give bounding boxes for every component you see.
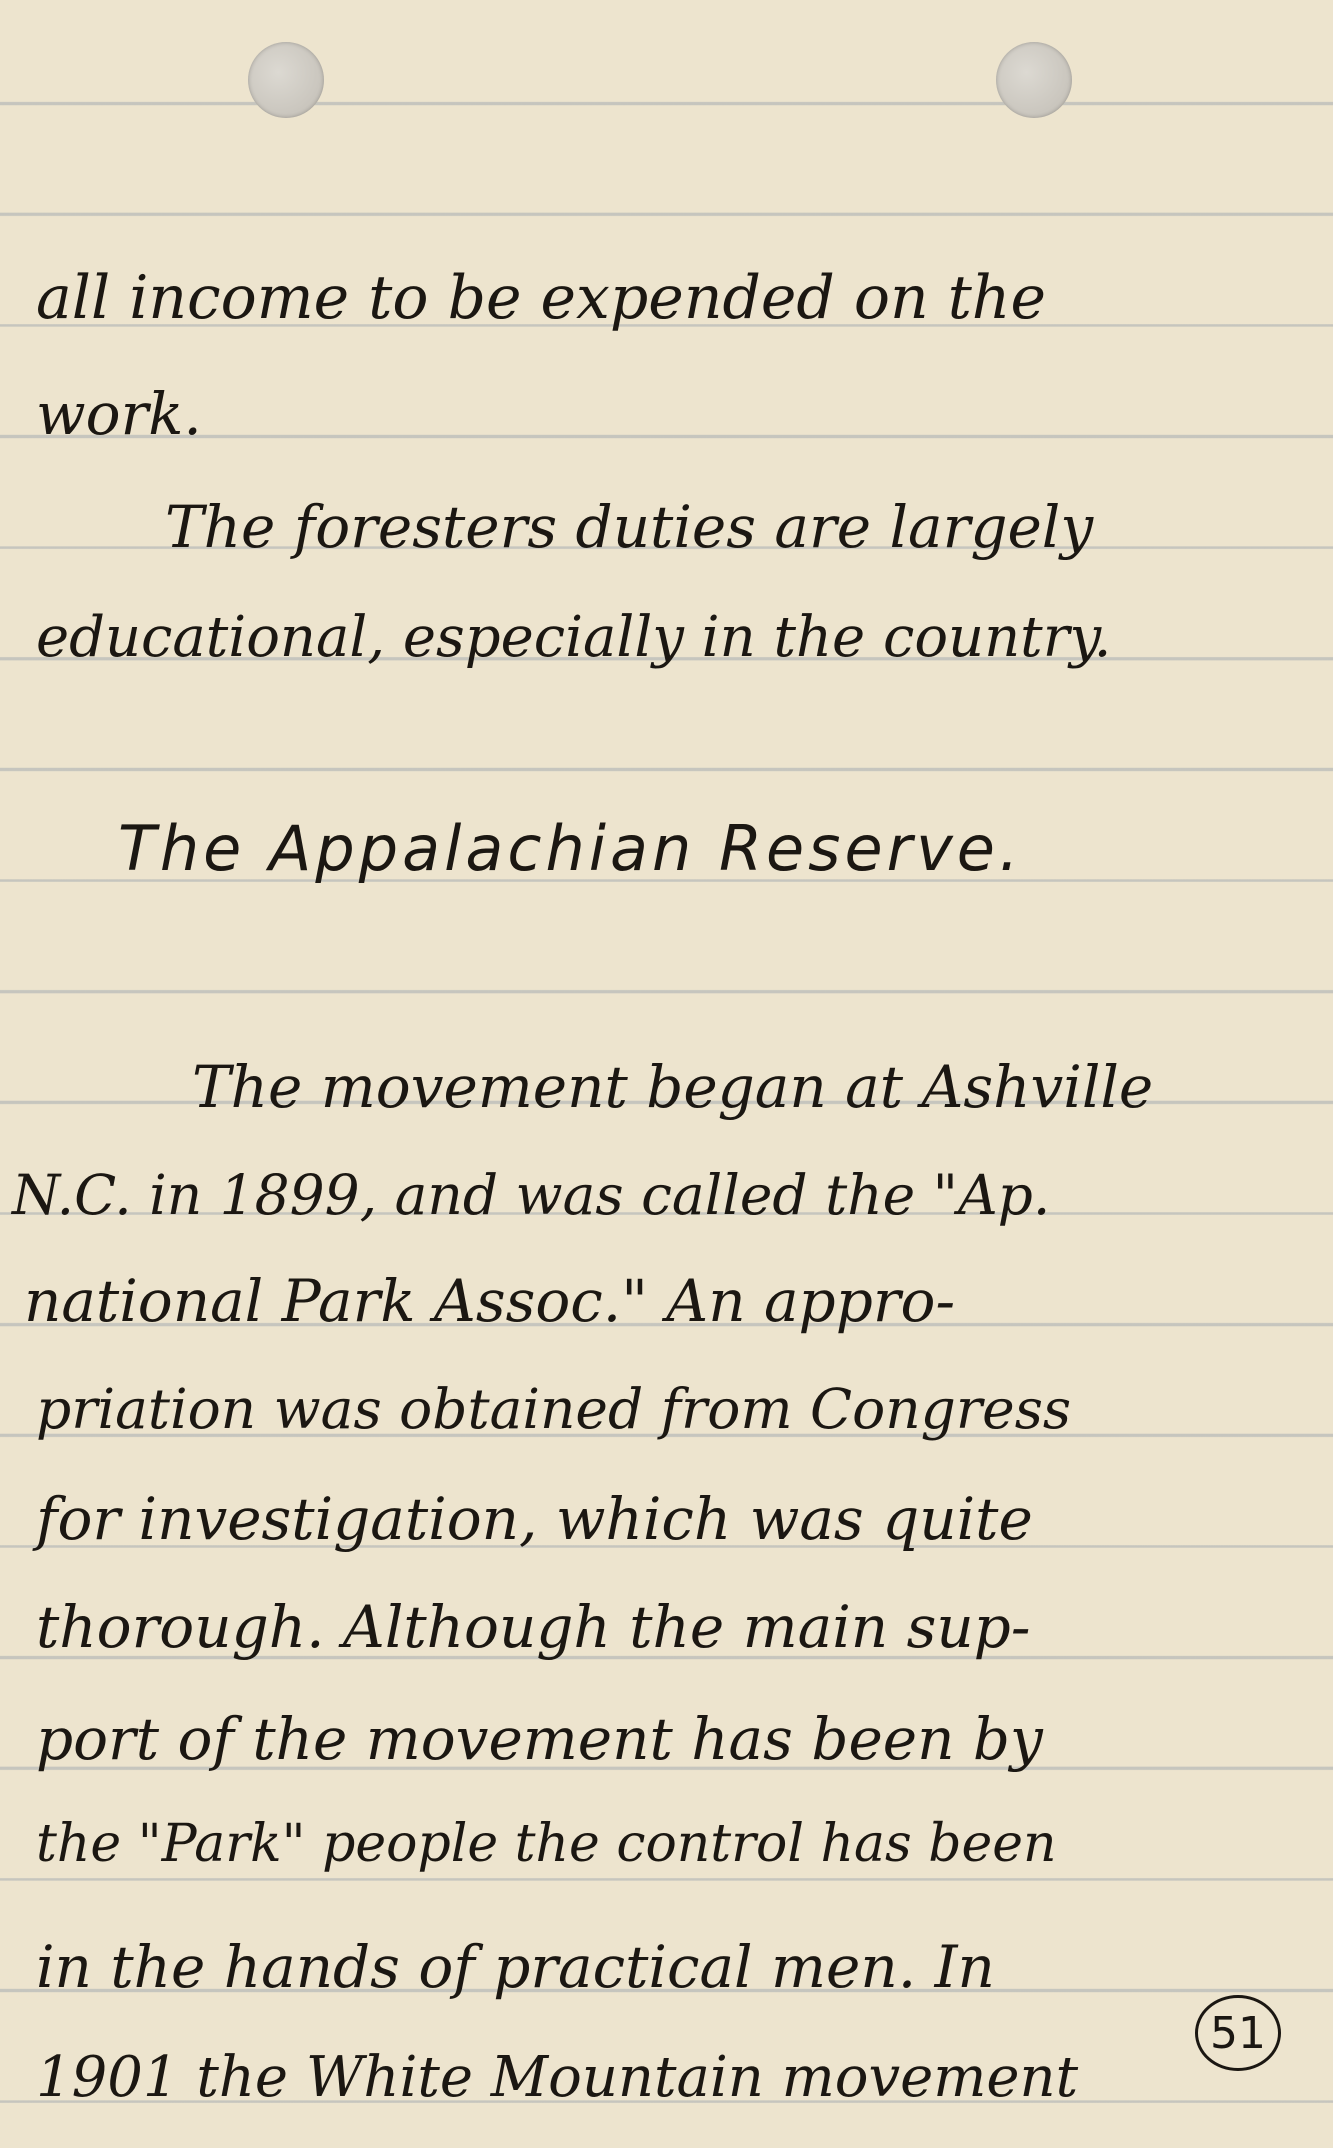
text-line-3: The foresters duties are largely xyxy=(165,493,1094,561)
text-line-2: work. xyxy=(36,380,202,448)
text-line-7: national Park Assoc." An appro- xyxy=(24,1267,956,1335)
text-line-14: 1901 the White Mountain movement xyxy=(36,2045,1079,2110)
punch-hole-left xyxy=(248,42,324,118)
text-line-10: thorough. Although the main sup- xyxy=(36,1593,1031,1661)
text-line-8: priation was obtained from Congress xyxy=(36,1377,1072,1441)
section-heading: The Appalachian Reserve. xyxy=(118,812,1023,885)
text-line-4: educational, especially in the country. xyxy=(36,605,1112,670)
page-number: 51 xyxy=(1195,1995,1281,2071)
text-line-13: in the hands of practical men. In xyxy=(36,1933,995,2001)
text-line-11: port of the movement has been by xyxy=(36,1705,1043,1773)
punch-hole-right xyxy=(996,42,1072,118)
text-line-5: The movement began at Ashville xyxy=(192,1053,1154,1121)
text-line-12: the "Park" people the control has been xyxy=(36,1814,1057,1874)
text-line-1: all income to be expended on the xyxy=(36,263,1046,333)
text-line-6: N.C. in 1899, and was called the "Ap. xyxy=(12,1163,1051,1227)
text-line-9: for investigation, which was quite xyxy=(36,1485,1033,1553)
